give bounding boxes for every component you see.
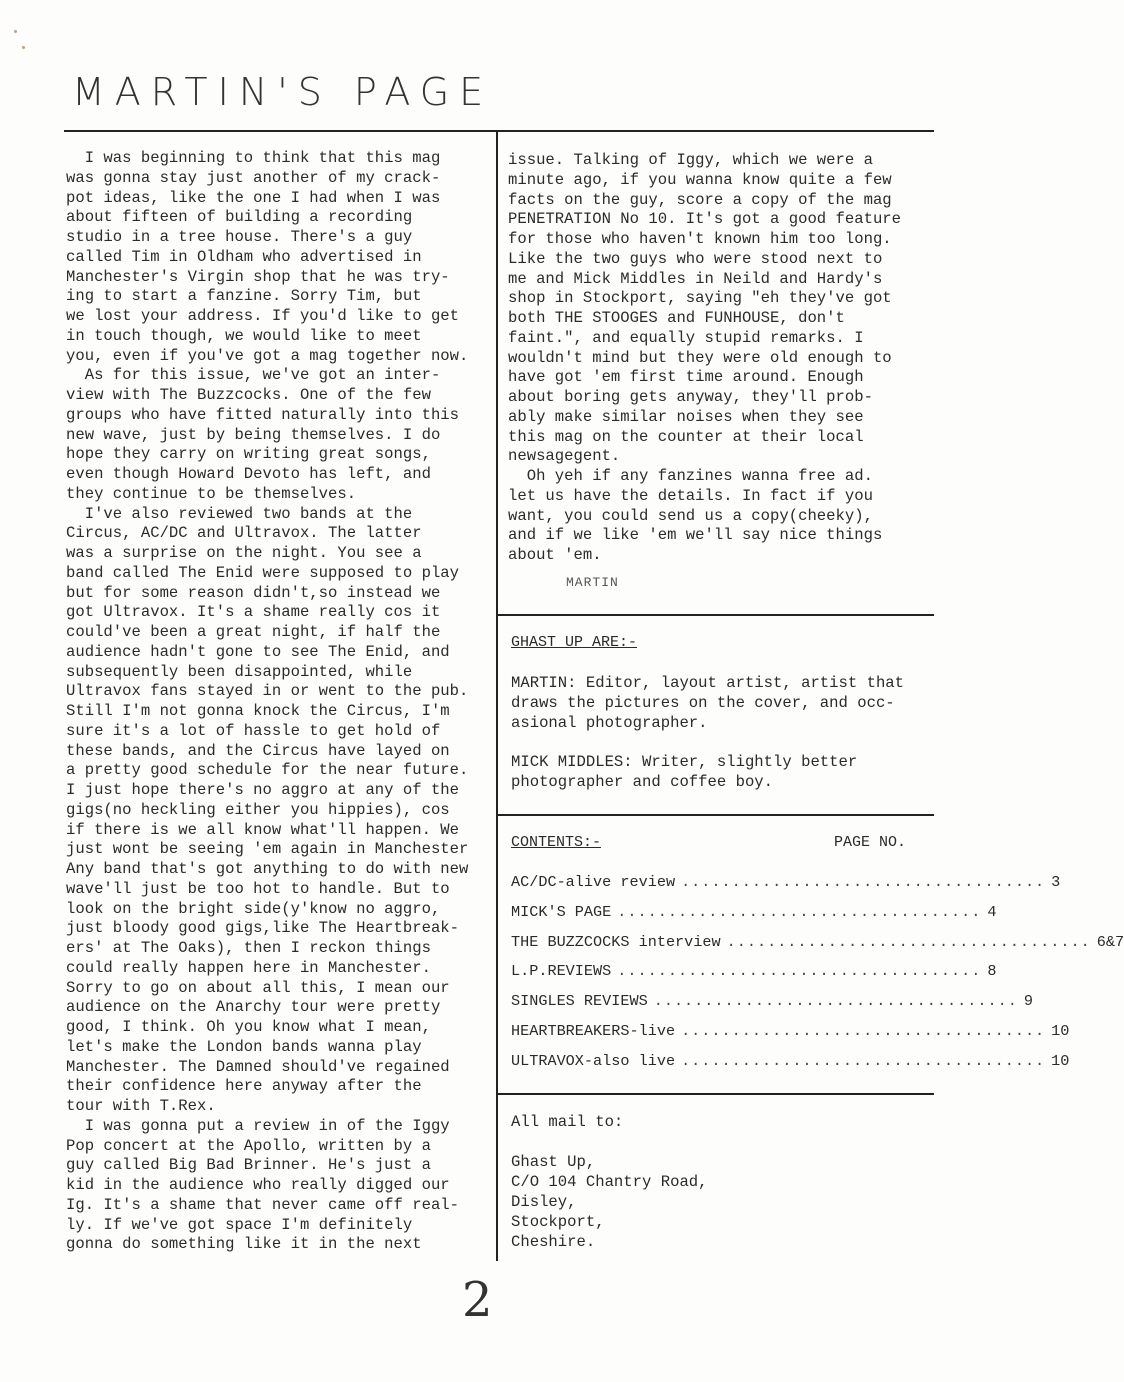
contents-heading: CONTENTS:- — [511, 834, 602, 851]
contents-item — [511, 1051, 1070, 1082]
contents-item — [511, 962, 997, 992]
leader-dots: .................................... — [617, 902, 982, 921]
contents-item-title: ULTRAVOX-also live — [511, 1051, 676, 1070]
paper-speck — [22, 46, 25, 49]
contents-item-title: THE BUZZCOCKS interview — [511, 932, 721, 951]
page-no-heading: PAGE NO. — [834, 834, 907, 851]
leader-dots: .................................... — [681, 1051, 1046, 1070]
contents-item — [511, 873, 1061, 903]
mail-address: All mail to: Ghast Up, C/O 104 Chantry Road, Disley, Stockport, Cheshire. — [511, 1113, 708, 1251]
leader-dots: .................................... — [617, 962, 982, 981]
contents-item-title: SINGLES REVIEWS — [511, 992, 648, 1011]
contents-item-page: 3 — [1051, 873, 1061, 891]
staff-heading: GHAST UP ARE:- — [511, 634, 638, 651]
contents-item-page: 4 — [987, 902, 997, 921]
contents-item — [511, 992, 1033, 1022]
right-column-text: issue. Talking of Iggy, which we were a minute ago, if you wanna know quite a few facts on the guy, score a copy of the mag PENETRATION No 10. It's got a good feature for those who haven't known him too long. Like the two guys who were stood next to me and Mick Middles in Neild and Hardy's shop in Stockport, saying "eh they've got both THE STOOGES and FUNHOUSE, don't faint.", and equally stupid remarks. I wouldn't mind but they were old enough to have got 'em first time around. Enough about boring gets anyway, they'll prob- ably make similar noises when they see this mag on the counter at their local newsagegent. Oh yeh if any fanzines wanna free ad. let us have the details. In fact if you want, you could send us a copy(cheeky), and if we like 'em we'll say nice things about 'em. — [508, 151, 902, 564]
section-rule — [498, 614, 934, 616]
header-rule — [64, 130, 934, 132]
contents-item — [511, 1021, 1070, 1052]
contents-item-title: AC/DC-alive review — [511, 873, 676, 891]
contents-item-page: 8 — [987, 962, 997, 981]
leader-dots: .................................... — [681, 873, 1046, 891]
signature: MARTIN — [566, 575, 619, 590]
leader-dots: .................................... — [653, 992, 1018, 1011]
staff-martin: MARTIN: Editor, layout artist, artist that draws the pictures on the cover, and occ- asional photographer. — [511, 674, 905, 732]
contents-item-page: 10 — [1051, 1051, 1070, 1070]
page-number: 2 — [462, 1272, 493, 1328]
leader-dots: .................................... — [726, 932, 1091, 951]
contents-item-title: L.P.REVIEWS — [511, 962, 612, 981]
contents-item-page: 6&7 — [1096, 932, 1124, 951]
leader-dots: .................................... — [681, 1021, 1046, 1040]
column-divider — [496, 131, 498, 1261]
contents-item-page: 10 — [1051, 1021, 1070, 1040]
staff-mick: MICK MIDDLES: Writer, slightly better photographer and coffee boy. — [511, 753, 858, 791]
contents-item-page: 9 — [1023, 992, 1033, 1011]
page-title: MARTIN'S PAGE — [72, 70, 494, 114]
section-rule — [498, 1093, 934, 1095]
paper-speck — [14, 30, 17, 33]
contents-item — [511, 932, 1124, 963]
contents-item-title: MICK'S PAGE — [511, 902, 612, 921]
section-rule — [498, 814, 934, 816]
contents-list — [511, 873, 1124, 1082]
contents-item — [511, 902, 997, 933]
contents-item-title: HEARTBREAKERS-live — [511, 1021, 676, 1040]
left-column-text: I was beginning to think that this mag was gonna stay just another of my crack- pot ideas, like the one I had when I was about fifteen of building a recording studio in a tree house. There's a guy called Tim in Oldham who advertised in Manchester's Virgin shop that he was try- ing to start a fanzine. Sorry Tim, but we lost your address. If you'd like to get in touch though, we would like to meet you, even if you've got a mag together now. As for this issue, we've got an inter- view with The Buzzcocks. One of the few groups who have fitted naturally into this new wave, just by being themselves. I do hope they carry on writing great songs, even though Howard Devoto has left, and they continue to be themselves. I've also reviewed two bands at the Circus, AC/DC and Ultravox. The latter was a surprise on the night. You see a band called The Enid were supposed to play but for some reason didn't,so instead we got Ultravox. It's a shame really cos it could've been a great night, if half the audience hadn't gone to see The Enid, and subsequently been disappointed, while Ultravox fans stayed in or went to the pub. Still I'm not gonna knock the Circus, I'm sure it's a lot of hassle to get hold of these bands, and the Circus have layed on a pretty good schedule for the near future. I just hope there's no aggro at any of the gigs(no heckling either you hippies), cos if there is we all know what'll happen. We just wont be seeing 'em again in Manchester Any band that's got anything to do with new wave'll just be too hot to handle. But to look on the bright side(y'know no aggro, just bloody good gigs,like The Heartbreak- ers' at The Oaks), then I reckon things could really happen here in Manchester. Sorry to go on about all this, I mean our audience on the Anarchy tour were pretty good, I think. Oh you know what I mean, let's make the London bands wanna play Manchester. The Damned should've regained their confidence here anyway after the tour with T.Rex. I was gonna put a review in of the Iggy Pop concert at the Apollo, written by a guy called Big Bad Brinner. He's just a kid in the audience who really digged our Ig. It's a shame that never came off real- ly. If we've got space I'm definitely gonna do something like it in the next — [66, 149, 469, 1254]
